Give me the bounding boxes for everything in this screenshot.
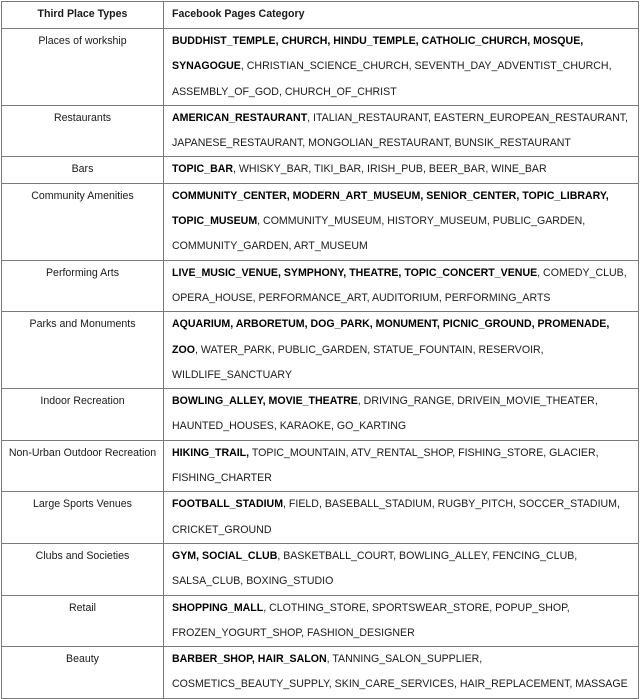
secondary-categories: , COMMUNITY_MUSEUM, HISTORY_MUSEUM, PUBLIC_GARDEN, COMMUNITY_GARDEN, ART_MUSEUM: [172, 215, 586, 253]
third-place-type: Restaurants: [2, 105, 164, 157]
secondary-categories: , DRIVING_RANGE, DRIVEIN_MOVIE_THEATER, HAUNTED_HOUSES, KARAOKE, GO_KARTING: [172, 395, 598, 433]
third-place-type: Places of workship: [2, 29, 164, 106]
table-row: [2, 389, 639, 441]
primary-categories: AQUARIUM, ARBORETUM, DOG_PARK, MONUMENT, PICNIC_GROUND, PROMENADE, ZOO: [172, 318, 610, 356]
secondary-categories: , WATER_PARK, PUBLIC_GARDEN, STATUE_FOUNTAIN, RESERVOIR, WILDLIFE_SANCTUARY: [172, 343, 544, 381]
facebook-categories: [164, 312, 639, 389]
header-facebook-pages-category: Facebook Pages Category: [164, 2, 639, 29]
facebook-categories: [164, 595, 639, 647]
primary-categories: SHOPPING_MALL: [172, 601, 264, 614]
secondary-categories: , FIELD, BASEBALL_STADIUM, RUGBY_PITCH, SOCCER_STADIUM, CRICKET_GROUND: [172, 498, 620, 536]
table-row: [2, 543, 639, 595]
third-place-type: Retail: [2, 595, 164, 647]
secondary-categories: , CHRISTIAN_SCIENCE_CHURCH, SEVENTH_DAY_ADVENTIST_CHURCH, ASSEMBLY_OF_GOD, CHURCH_OF_CHRIST: [172, 60, 612, 98]
facebook-categories: [164, 157, 639, 183]
third-place-type: Performing Arts: [2, 260, 164, 312]
facebook-categories: [164, 389, 639, 441]
header-third-place-types: Third Place Types: [2, 2, 164, 29]
table-row: [2, 492, 639, 544]
third-place-type: Bars: [2, 157, 164, 183]
table-row: [2, 595, 639, 647]
secondary-categories: , WHISKY_BAR, TIKI_BAR, IRISH_PUB, BEER_BAR, WINE_BAR: [233, 163, 547, 176]
primary-categories: HIKING_TRAIL,: [172, 446, 250, 459]
secondary-categories: , CLOTHING_STORE, SPORTSWEAR_STORE, POPUP_SHOP, FROZEN_YOGURT_SHOP, FASHION_DESIGNER: [172, 601, 570, 639]
facebook-categories: [164, 543, 639, 595]
table-row: [2, 312, 639, 389]
primary-categories: TOPIC_BAR: [172, 163, 234, 176]
third-place-type: Non-Urban Outdoor Recreation: [2, 440, 164, 492]
table-header-row: [2, 2, 639, 29]
primary-categories: BOWLING_ALLEY, MOVIE_THEATRE: [172, 395, 358, 408]
facebook-categories: [164, 647, 639, 699]
primary-categories: GYM, SOCIAL_CLUB: [172, 549, 278, 562]
third-place-type: Parks and Monuments: [2, 312, 164, 389]
facebook-categories: [164, 105, 639, 157]
third-place-type: Indoor Recreation: [2, 389, 164, 441]
primary-categories: COMMUNITY_CENTER, MODERN_ART_MUSEUM, SENIOR_CENTER, TOPIC_LIBRARY, TOPIC_MUSEUM: [172, 189, 609, 228]
table-row: [2, 647, 639, 699]
facebook-categories: [164, 260, 639, 312]
third-place-category-table: [1, 1, 639, 699]
primary-categories: AMERICAN_RESTAURANT: [172, 111, 308, 124]
secondary-categories: , ITALIAN_RESTAURANT, EASTERN_EUROPEAN_RESTAURANT, JAPANESE_RESTAURANT, MONGOLIAN_RESTAURANT, BUNSIK_RESTAURANT: [172, 111, 628, 150]
primary-categories: BUDDHIST_TEMPLE, CHURCH, HINDU_TEMPLE, CATHOLIC_CHURCH, MOSQUE, SYNAGOGUE: [172, 35, 584, 73]
secondary-categories: , TANNING_SALON_SUPPLIER, COSMETICS_BEAUTY_SUPPLY, SKIN_CARE_SERVICES, HAIR_REPLACEMENT, MASSAGE: [172, 653, 628, 691]
primary-categories: FOOTBALL_STADIUM: [172, 498, 284, 511]
secondary-categories: , BASKETBALL_COURT, BOWLING_ALLEY, FENCING_CLUB, SALSA_CLUB, BOXING_STUDIO: [172, 549, 578, 588]
facebook-categories: [164, 492, 639, 544]
table-row: [2, 260, 639, 312]
facebook-categories: [164, 183, 639, 260]
third-place-type: Beauty: [2, 647, 164, 699]
facebook-categories: [164, 29, 639, 106]
third-place-type: Clubs and Societies: [2, 543, 164, 595]
secondary-categories: TOPIC_MOUNTAIN, ATV_RENTAL_SHOP, FISHING_STORE, GLACIER, FISHING_CHARTER: [172, 446, 599, 485]
third-place-type: Community Amenities: [2, 183, 164, 260]
table-row: [2, 105, 639, 157]
primary-categories: BARBER_SHOP, HAIR_SALON: [172, 653, 327, 666]
table-row: [2, 157, 639, 183]
secondary-categories: , COMEDY_CLUB, OPERA_HOUSE, PERFORMANCE_ART, AUDITORIUM, PERFORMING_ARTS: [172, 266, 627, 304]
third-place-type: Large Sports Venues: [2, 492, 164, 544]
table-row: [2, 440, 639, 492]
primary-categories: LIVE_MUSIC_VENUE, SYMPHONY, THEATRE, TOPIC_CONCERT_VENUE: [172, 266, 538, 279]
table-row: [2, 29, 639, 106]
table-row: [2, 183, 639, 260]
facebook-categories: [164, 440, 639, 492]
